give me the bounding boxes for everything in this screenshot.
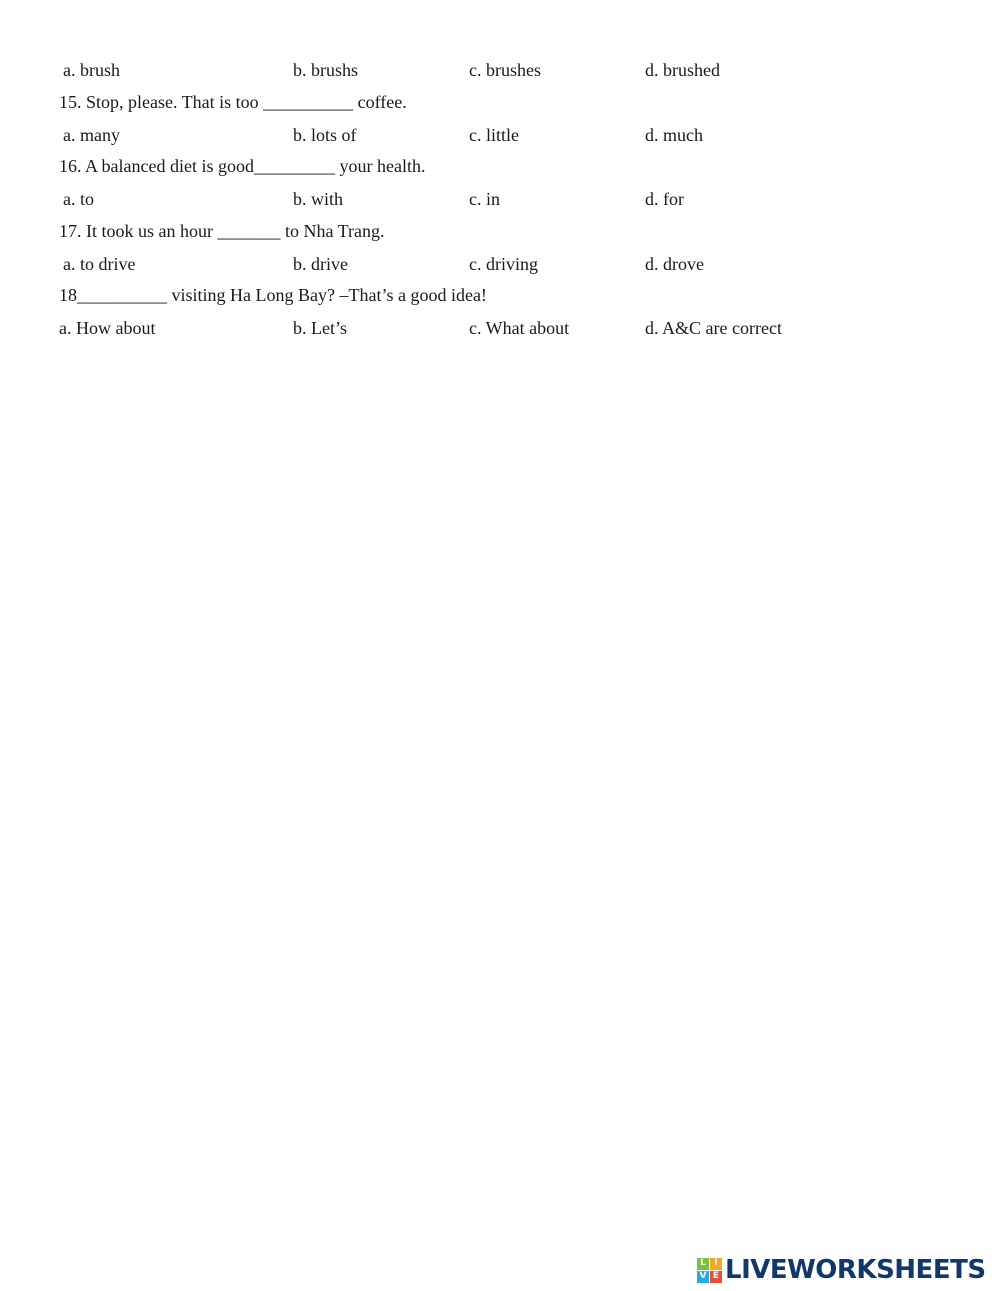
option-d[interactable]: d. brushed	[645, 60, 720, 80]
option-d[interactable]: d. for	[645, 189, 684, 209]
option-d[interactable]: d. drove	[645, 254, 704, 274]
option-c[interactable]: c. brushes	[469, 60, 541, 80]
liveworksheets-logo	[697, 1255, 986, 1285]
option-b[interactable]: b. drive	[293, 254, 348, 274]
option-b[interactable]: b. lots of	[293, 125, 357, 145]
option-a[interactable]: a. brush	[63, 60, 120, 80]
question-16: 16. A balanced diet is good_________ your health.	[59, 156, 426, 176]
option-b[interactable]: b. brushs	[293, 60, 359, 80]
option-a[interactable]: a. to	[63, 189, 94, 209]
option-d[interactable]: d. A&C are correct	[645, 318, 782, 338]
logo-mark-tile: V	[697, 1271, 709, 1283]
option-c[interactable]: c. in	[469, 189, 500, 209]
question-17: 17. It took us an hour _______ to Nha Trang.	[59, 221, 385, 241]
option-d[interactable]: d. much	[645, 125, 703, 145]
option-a[interactable]: a. How about	[59, 318, 156, 338]
option-a[interactable]: a. to drive	[63, 254, 136, 274]
option-b[interactable]: b. Let’s	[293, 318, 347, 338]
option-c[interactable]: c. driving	[469, 254, 538, 274]
logo-mark-tile: I	[710, 1258, 722, 1270]
option-b[interactable]: b. with	[293, 189, 344, 209]
logo-mark-tile: E	[710, 1271, 722, 1283]
question-18: 18__________ visiting Ha Long Bay? –That’s a good idea!	[59, 285, 487, 305]
option-c[interactable]: c. What about	[469, 318, 570, 338]
logo-mark-icon	[697, 1258, 722, 1283]
question-15: 15. Stop, please. That is too __________ coffee.	[59, 92, 407, 112]
option-a[interactable]: a. many	[63, 125, 120, 145]
logo-mark-tile: L	[697, 1258, 709, 1270]
logo-text: LIVEWORKSHEETS	[725, 1255, 986, 1285]
option-c[interactable]: c. little	[469, 125, 519, 145]
